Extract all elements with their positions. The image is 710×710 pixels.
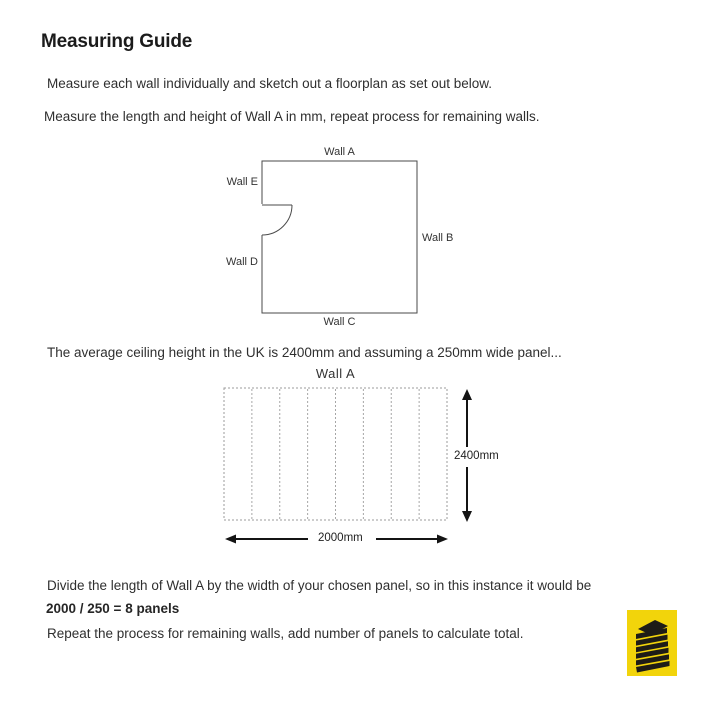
ceiling-paragraph: The average ceiling height in the UK is 2400mm and assuming a 250mm wide panel... xyxy=(47,345,562,360)
formula-text: 2000 / 250 = 8 panels xyxy=(46,601,180,616)
floorplan-walls xyxy=(262,161,417,313)
page-title: Measuring Guide xyxy=(41,31,193,52)
panel-diagram-title: Wall A xyxy=(315,366,356,381)
intro-paragraph-1: Measure each wall individually and sketch out a floorplan as set out below. xyxy=(47,76,493,91)
floorplan-wall-d-label: Wall D xyxy=(226,256,258,268)
stacked-panels-logo xyxy=(627,610,677,676)
divide-paragraph: Divide the length of Wall A by the width of your chosen panel, so in this instance it would be xyxy=(47,578,592,593)
repeat-paragraph: Repeat the process for remaining walls, add number of panels to calculate total. xyxy=(47,626,524,641)
intro-paragraph-2: Measure the length and height of Wall A in mm, repeat process for remaining walls. xyxy=(44,109,540,124)
floorplan-diagram xyxy=(262,161,417,313)
width-dimension-label: 2000mm xyxy=(318,532,363,544)
floorplan-wall-c-label: Wall C xyxy=(323,316,356,328)
panel-wall-outline xyxy=(224,388,447,520)
panel-dividers xyxy=(252,389,419,519)
door-swing-arc xyxy=(262,205,292,235)
panel-diagram xyxy=(224,388,472,544)
floorplan-wall-e-label: Wall E xyxy=(226,176,258,188)
floorplan-wall-a-label: Wall A xyxy=(324,146,355,158)
floorplan-wall-b-label: Wall B xyxy=(422,232,454,244)
height-dimension-label: 2400mm xyxy=(454,450,499,462)
